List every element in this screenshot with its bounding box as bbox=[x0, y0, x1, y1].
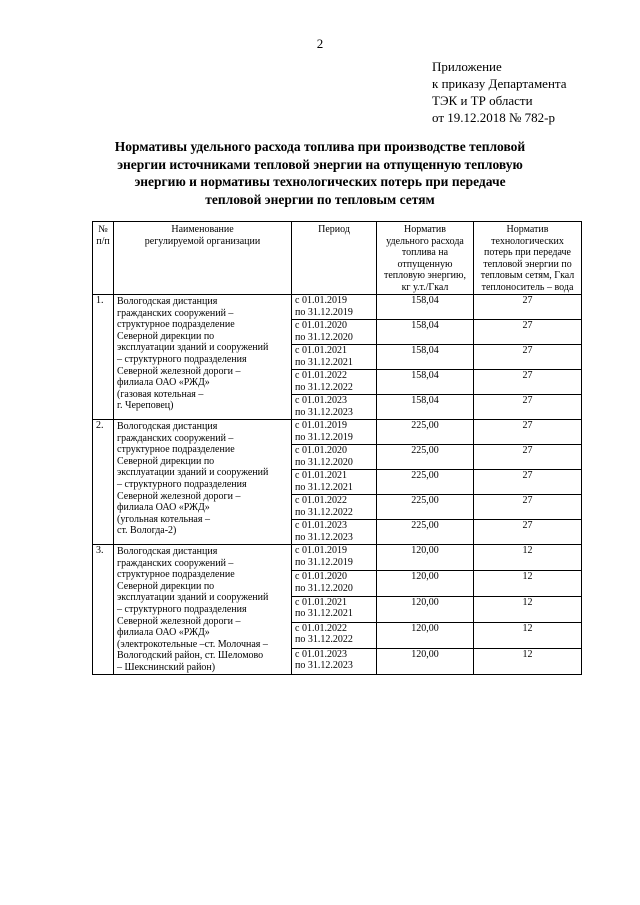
header-line: отпущенную bbox=[397, 258, 453, 270]
fuel-norm-cell: 158,04 bbox=[377, 345, 474, 370]
period-line: по 31.12.2019 bbox=[295, 306, 353, 318]
header-period bbox=[292, 222, 377, 295]
period-line: с 01.01.2021 bbox=[295, 596, 347, 608]
appendix-line: к приказу Департамента bbox=[432, 76, 567, 91]
title-line: тепловой энергии по тепловым сетям bbox=[205, 191, 435, 207]
period-cell bbox=[292, 596, 377, 622]
fuel-norm-cell: 120,00 bbox=[377, 596, 474, 622]
period-line: по 31.12.2021 bbox=[295, 608, 353, 620]
organization-name-line: Северной дирекции по bbox=[117, 455, 215, 467]
fuel-norm-cell: 225,00 bbox=[377, 495, 474, 520]
loss-norm-cell: 12 bbox=[474, 596, 582, 622]
period-line: с 01.01.2020 bbox=[295, 320, 347, 331]
period-cell bbox=[292, 370, 377, 395]
organization-name-line: Вологодская дистанция bbox=[117, 421, 218, 432]
organization-name-line: филиала ОАО «РЖД» bbox=[117, 502, 210, 514]
header-line: кг у.т./Гкал bbox=[401, 281, 449, 293]
period-line: с 01.01.2022 bbox=[295, 622, 347, 634]
loss-norm-cell: 27 bbox=[474, 320, 582, 345]
period-line: с 01.01.2019 bbox=[295, 545, 347, 556]
organization-name-line: – структурного подразделения bbox=[117, 353, 247, 365]
title-line: энергии источниками тепловой энергии на отпущенную тепловую bbox=[117, 156, 523, 172]
organization-name bbox=[114, 545, 292, 675]
header-line: Период bbox=[318, 224, 350, 235]
document-title bbox=[60, 138, 580, 208]
period-line: по 31.12.2022 bbox=[295, 381, 353, 393]
period-line: с 01.01.2023 bbox=[295, 395, 347, 406]
period-line: по 31.12.2022 bbox=[295, 634, 353, 646]
organization-name-line: структурное подразделение bbox=[117, 569, 235, 581]
header-line: Норматив bbox=[506, 224, 549, 235]
organization-name-line: (газовая котельная – bbox=[117, 388, 204, 400]
period-line: с 01.01.2022 bbox=[295, 370, 347, 381]
organization-name-line: Северной железной дороги – bbox=[117, 365, 241, 377]
table-header-row bbox=[93, 222, 582, 295]
period-line: с 01.01.2021 bbox=[295, 345, 347, 356]
period-line: с 01.01.2020 bbox=[295, 570, 347, 582]
period-line: по 31.12.2020 bbox=[295, 582, 353, 594]
fuel-norm-cell: 120,00 bbox=[377, 545, 474, 571]
header-line: удельного расхода bbox=[386, 235, 464, 247]
period-line: по 31.12.2020 bbox=[295, 456, 353, 468]
header-line: тепловым сетям, Гкал bbox=[480, 270, 575, 282]
header-name bbox=[114, 222, 292, 295]
organization-name-line: – Шекснинский район) bbox=[117, 661, 216, 673]
organization-name-line: филиала ОАО «РЖД» bbox=[117, 627, 210, 639]
loss-norm-cell: 27 bbox=[474, 345, 582, 370]
organization-name-line: Северной железной дороги – bbox=[117, 490, 241, 502]
loss-norm-cell: 27 bbox=[474, 520, 582, 545]
header-line: Норматив bbox=[404, 224, 446, 235]
organization-name bbox=[114, 295, 292, 420]
fuel-norm-cell: 158,04 bbox=[377, 295, 474, 320]
period-cell bbox=[292, 570, 377, 596]
loss-norm-cell: 12 bbox=[474, 622, 582, 648]
appendix-line: от 19.12.2018 № 782-р bbox=[432, 110, 555, 125]
row-number: 1. bbox=[93, 295, 114, 420]
loss-norm-cell: 27 bbox=[474, 295, 582, 320]
organization-name-line: гражданских сооружений – bbox=[117, 557, 234, 569]
appendix-line: ТЭК и ТР области bbox=[432, 93, 533, 108]
header-line: тепловой энергии по bbox=[483, 258, 572, 270]
norms-table bbox=[92, 221, 582, 675]
period-line: по 31.12.2020 bbox=[295, 331, 353, 343]
loss-norm-cell: 12 bbox=[474, 545, 582, 571]
period-cell bbox=[292, 495, 377, 520]
period-cell bbox=[292, 622, 377, 648]
organization-name-line: Вологодский район, ст. Шеломово bbox=[117, 650, 264, 662]
loss-norm-cell: 27 bbox=[474, 470, 582, 495]
page-number: 2 bbox=[316, 36, 324, 51]
fuel-norm-cell: 225,00 bbox=[377, 445, 474, 470]
period-cell bbox=[292, 420, 377, 445]
title-line: Нормативы удельного расхода топлива при производстве тепловой bbox=[114, 139, 526, 154]
header-line: Наименование bbox=[171, 224, 234, 235]
fuel-norm-cell: 225,00 bbox=[377, 470, 474, 495]
organization-name-line: эксплуатации зданий и сооружений bbox=[117, 467, 269, 479]
title-line: энергию и нормативы технологических потерь при передаче bbox=[134, 174, 506, 189]
period-line: с 01.01.2020 bbox=[295, 445, 347, 456]
loss-norm-cell: 27 bbox=[474, 395, 582, 420]
organization-name-line: эксплуатации зданий и сооружений bbox=[117, 342, 269, 354]
fuel-norm-cell: 225,00 bbox=[377, 520, 474, 545]
row-number: 3. bbox=[93, 545, 114, 675]
fuel-norm-cell: 120,00 bbox=[377, 648, 474, 674]
organization-name-line: ст. Вологда-2) bbox=[117, 525, 177, 537]
header-line: № bbox=[98, 224, 108, 235]
period-cell bbox=[292, 295, 377, 320]
appendix-block bbox=[432, 58, 567, 126]
organization-name-line: Северной дирекции по bbox=[117, 580, 215, 592]
period-cell bbox=[292, 545, 377, 571]
loss-norm-cell: 12 bbox=[474, 648, 582, 674]
period-cell bbox=[292, 470, 377, 495]
table-row bbox=[93, 420, 582, 445]
organization-name-line: – структурного подразделения bbox=[117, 478, 247, 490]
organization-name-line: (электрокотельные –ст. Молочная – bbox=[117, 638, 268, 650]
header-line: топлива на bbox=[401, 247, 449, 259]
organization-name-line: Северной железной дороги – bbox=[117, 615, 241, 627]
period-cell bbox=[292, 345, 377, 370]
period-line: с 01.01.2023 bbox=[295, 520, 347, 531]
header-no bbox=[93, 222, 114, 295]
table-body bbox=[93, 295, 582, 675]
fuel-norm-cell: 120,00 bbox=[377, 570, 474, 596]
period-line: с 01.01.2019 bbox=[295, 420, 347, 431]
period-cell bbox=[292, 648, 377, 674]
period-cell bbox=[292, 395, 377, 420]
organization-name-line: – структурного подразделения bbox=[117, 603, 247, 615]
period-line: по 31.12.2021 bbox=[295, 481, 353, 493]
header-fuel-norm bbox=[377, 222, 474, 295]
organization-name-line: Вологодская дистанция bbox=[117, 546, 218, 557]
period-line: с 01.01.2021 bbox=[295, 470, 347, 481]
header-line: тепловую энергию, bbox=[383, 270, 466, 282]
table-row bbox=[93, 545, 582, 571]
period-cell bbox=[292, 520, 377, 545]
organization-name-line: структурное подразделение bbox=[117, 319, 235, 331]
loss-norm-cell: 27 bbox=[474, 370, 582, 395]
organization-name-line: эксплуатации зданий и сооружений bbox=[117, 592, 269, 604]
fuel-norm-cell: 158,04 bbox=[377, 370, 474, 395]
loss-norm-cell: 27 bbox=[474, 445, 582, 470]
organization-name-line: Северной дирекции по bbox=[117, 330, 215, 342]
fuel-norm-cell: 158,04 bbox=[377, 320, 474, 345]
loss-norm-cell: 12 bbox=[474, 570, 582, 596]
loss-norm-cell: 27 bbox=[474, 420, 582, 445]
organization-name-line: (угольная котельная – bbox=[117, 513, 210, 525]
header-line: технологических bbox=[491, 235, 564, 247]
header-line: потерь при передаче bbox=[484, 247, 571, 259]
organization-name-line: структурное подразделение bbox=[117, 444, 235, 456]
period-line: по 31.12.2021 bbox=[295, 356, 353, 368]
header-line: регулируемой организации bbox=[144, 235, 261, 247]
fuel-norm-cell: 158,04 bbox=[377, 395, 474, 420]
header-line: теплоноситель – вода bbox=[481, 281, 574, 293]
period-cell bbox=[292, 445, 377, 470]
organization-name-line: гражданских сооружений – bbox=[117, 307, 234, 319]
header-loss-norm bbox=[474, 222, 582, 295]
organization-name-line: филиала ОАО «РЖД» bbox=[117, 377, 210, 389]
appendix-line: Приложение bbox=[432, 59, 502, 74]
period-line: с 01.01.2022 bbox=[295, 495, 347, 506]
header-line: п/п bbox=[96, 235, 110, 247]
period-cell bbox=[292, 320, 377, 345]
period-line: по 31.12.2019 bbox=[295, 431, 353, 443]
organization-name-line: гражданских сооружений – bbox=[117, 432, 234, 444]
period-line: по 31.12.2023 bbox=[295, 531, 353, 543]
period-line: по 31.12.2019 bbox=[295, 556, 353, 568]
organization-name bbox=[114, 420, 292, 545]
period-line: с 01.01.2019 bbox=[295, 295, 347, 306]
period-line: по 31.12.2023 bbox=[295, 660, 353, 672]
period-line: с 01.01.2023 bbox=[295, 648, 347, 660]
fuel-norm-cell: 225,00 bbox=[377, 420, 474, 445]
table-row bbox=[93, 295, 582, 320]
period-line: по 31.12.2023 bbox=[295, 406, 353, 418]
loss-norm-cell: 27 bbox=[474, 495, 582, 520]
organization-name-line: г. Череповец) bbox=[117, 400, 174, 412]
period-line: по 31.12.2022 bbox=[295, 506, 353, 518]
organization-name-line: Вологодская дистанция bbox=[117, 296, 218, 307]
fuel-norm-cell: 120,00 bbox=[377, 622, 474, 648]
row-number: 2. bbox=[93, 420, 114, 545]
